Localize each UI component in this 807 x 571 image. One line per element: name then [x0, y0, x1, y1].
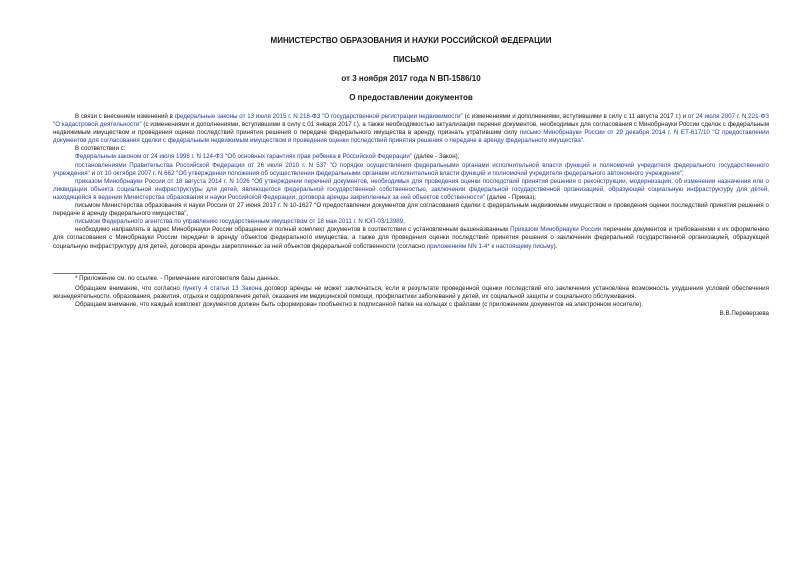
decree-537-link[interactable]: постановлениями Правительства Российской Федерации от 26 июля 2010 г. N 537 "О порядке осуществления федеральными органами исполнительной власти функций и полномочий учредителя федерального государственного учреждения" — [53, 161, 769, 177]
order-minobrnauki-link[interactable]: Приказом Минобрнауки России — [510, 226, 602, 234]
law-218-fz-link[interactable]: федеральные законы от 13 июля 2015 г. N 218-ФЗ "О государственной регистрации недвижимости" — [174, 113, 463, 120]
law-221-fz-link[interactable]: от 24 июля 2007 г. N 221-ФЗ "О кадастровой деятельности" — [53, 113, 770, 129]
signature: В.В.Переверзева — [719, 309, 769, 317]
paragraph-attention-lease — [53, 285, 769, 301]
date-number-heading: от 3 ноября 2017 года N ВП-1586/10 — [341, 74, 481, 83]
footnote-divider — [53, 273, 107, 274]
law-124-fz-link[interactable]: Федеральным законом от 24 июля 1998 г. N 124-ФЗ "Об основных гарантиях прав ребенка в Российской Федерации" — [75, 153, 413, 161]
document — [53, 36, 769, 318]
paragraph-text: . — [582, 137, 585, 145]
paragraph-text: , — [403, 218, 405, 226]
paragraph-text: договор аренды не может заключаться, если в результате проведенной оценки последствий его заключения установлена возможность ухудшения условий обеспечения жизнедеятельности, образования, развития, отдыха и оздоровления детей, оказания им медицинской помощи, профилактики заболеваний у детей, их социальной защиты и социального обслуживания. — [53, 284, 769, 300]
paragraph-requirements — [53, 226, 769, 250]
paragraph-intro — [53, 113, 769, 145]
paragraph-accordance: В соответствии с: — [75, 145, 126, 153]
letter-et-617-link[interactable]: письмо Минобрнауки России от 29 декабря 2014 г. N ЕТ-617/10 "О предоставлении документов для согласования сделки с федеральным недвижимым имуществом и проведения оценки последствий принятия решения о передаче в аренду федерального имущества" — [53, 129, 769, 145]
paragraph-letter-10-1627: письмом Министерства образования и науки России от 27 июня 2017 г. N 10-1627 "О предоставлении документов для согласования сделки с федеральным недвижимым имуществом и проведения оценки последствий принятия решения о передаче в аренду федерального имущества", — [53, 202, 769, 218]
paragraph-text: (далее - Закон); — [412, 153, 460, 161]
paragraph-law-124 — [53, 153, 769, 161]
decree-662-link[interactable]: от 10 октября 2007 г. N 662 "Об утверждении положения об осуществлении федеральными органами исполнительной власти функций и полномочий учредителя федерального автономного учреждения" — [96, 169, 682, 177]
letter-yup-03-link[interactable]: письмом Федерального агентства по управлению государственным имуществом от 18 мая 2011 г. N ЮП-03/13989 — [75, 218, 404, 226]
paragraph-text: (с изменениями и дополнениями, вступившими в силу с 01 января 2017 г.), а также необходимостью актуализации перечня документов, необходимых для согласования с Минобрнауки России сделок с федеральным недвижимым имуществом и проведения оценки последствий принятия решения о передаче федерального имущества в аренду, признать утратившим силу — [53, 121, 769, 137]
spacer — [53, 251, 769, 273]
paragraph-text: перечнем документов и требованиями к их оформлению для согласования с Минобрнауки России передачи в аренду объектов федерального имущества, а также для проведения оценки последствий принятия решения о заключении федеральной государственной организацией, образующей социальную инфраструктуру для детей, договора аренды закрепленных за ней объектов федеральной собственности (согласно — [53, 226, 770, 250]
paragraph-rosimushchestvo — [53, 218, 769, 226]
appendices-link[interactable]: приложениям NN 1-4* к настоящему письму — [426, 242, 554, 250]
order-1026-link[interactable]: приказом Минобрнауки России от 18 августа 2014 г. N 1026 "Об утверждении перечней документов, необходимых для проведения оценки последствий принятия решения о реконструкции, модернизации, об изменении назначения или о ликвидации объекта социальной инфраструктуры для детей, являющегося федеральной государственной собственностью, заключении федеральной государственной организацией, образующей социальную инфраструктуру для детей, находящейся в ведении Министерства образования и науки Российской Федерации, договора аренды закрепленных за ней объектов собственности" — [53, 177, 769, 201]
paragraph-text: (с изменениями и дополнениями, вступившими в силу с 11 августа 2017 г.) и — [462, 113, 688, 120]
paragraph-order-1026 — [53, 178, 769, 202]
footnote: * Приложение см. по ссылке. - Примечание изготовителя базы данных. — [75, 274, 280, 282]
paragraph-text: (далее - Приказ); — [485, 193, 537, 201]
subject-heading: О предоставлении документов — [349, 93, 473, 102]
paragraph-text: ). — [553, 242, 558, 250]
paragraph-text: ; — [681, 169, 684, 177]
paragraph-decrees — [53, 162, 769, 178]
paragraph-text: необходимо направлять в адрес Минобрнауки России обращение и полный комплект документов в соответствии с установленным вышеназванным — [75, 226, 511, 234]
paragraph-text: В связи с внесением изменений в — [75, 113, 175, 120]
paragraph-text: и — [89, 169, 97, 177]
paragraph-text: Обращаем внимание, что согласно — [75, 284, 183, 292]
document-type-heading: ПИСЬМО — [393, 55, 429, 64]
ministry-heading: МИНИСТЕРСТВО ОБРАЗОВАНИЯ И НАУКИ РОССИЙСКОЙ ФЕДЕРАЦИИ — [270, 36, 552, 45]
paragraph-attention-folder: Обращаем внимание, что каждый комплект документов должен быть сформирован пообъектно в подписанной папке на кольцах с файлами (с приложением документов на электронном носителе). — [75, 300, 644, 308]
law-article-13-link[interactable]: пункту 4 статьи 13 Закона — [182, 284, 262, 292]
